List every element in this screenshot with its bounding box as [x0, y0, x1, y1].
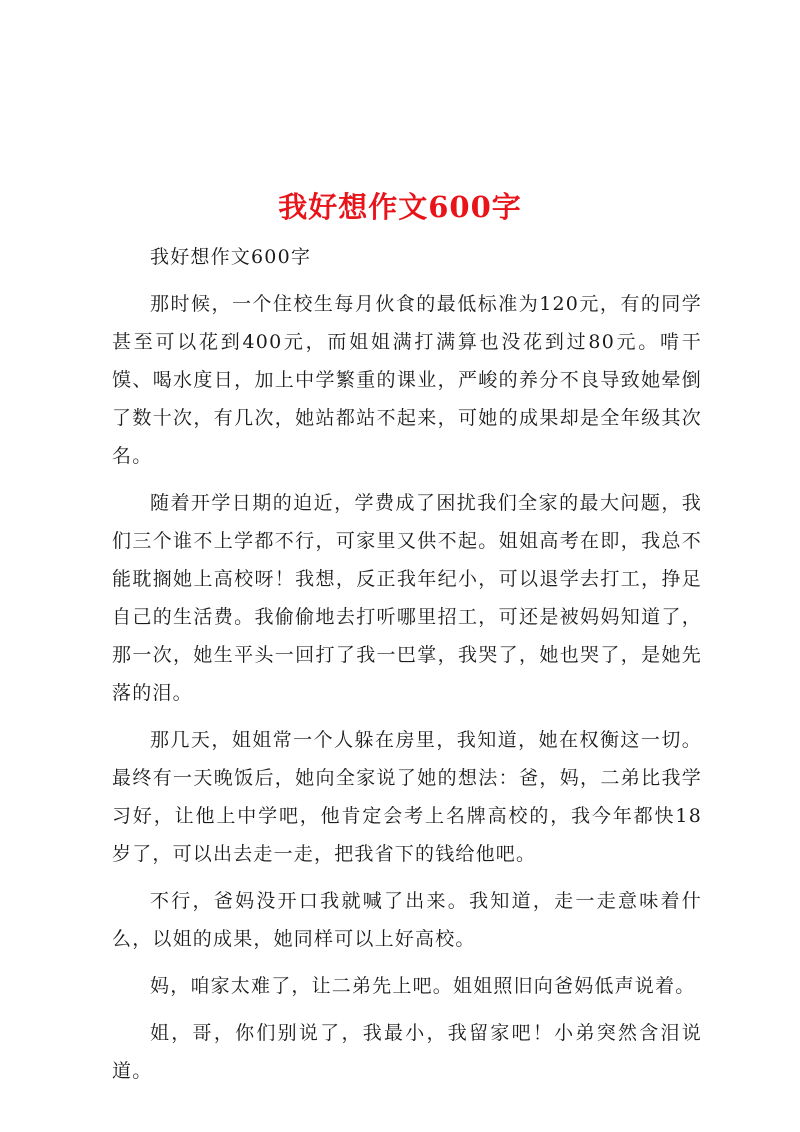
- body-paragraph-4: 不行，爸妈没开口我就喊了出来。我知道，走一走意味着什么，以姐的成果，她同样可以上好高校。: [112, 890, 702, 950]
- body-paragraph-6: 姐，哥，你们别说了，我最小，我留家吧！小弟突然含泪说道。: [112, 1022, 702, 1082]
- subtitle-paragraph: 我好想作文600字: [150, 246, 312, 268]
- body-paragraph-3: 那几天，姐姐常一个人躲在房里，我知道，她在权衡这一切。最终有一天晚饭后，她向全家说了她的想法：爸，妈，二弟比我学习好，让他上中学吧，他肯定会考上名牌高校的，我今年都快18岁了，可以出去走一走，把我省下的钱给他吧。: [112, 729, 702, 865]
- body-paragraph-1: 那时候，一个住校生每月伙食的最低标准为120元，有的同学甚至可以花到400元，而姐姐满打满算也没花到过80元。啃干馍、喝水度日，加上中学繁重的课业，严峻的养分不良导致她晕倒了数十次，有几次，她站都站不起来，可她的成果却是全年级其次名。: [112, 293, 702, 467]
- body-paragraph-2: 随着开学日期的迫近，学费成了困扰我们全家的最大问题，我们三个谁不上学都不行，可家里又供不起。姐姐高考在即，我总不能耽搁她上高校呀！我想，反正我年纪小，可以退学去打工，挣足自己的生活费。我偷偷地去打听哪里招工，可还是被妈妈知道了，那一次，她生平头一回打了我一巴掌，我哭了，她也哭了，是她先落的泪。: [112, 492, 702, 704]
- body-paragraph-5: 妈，咱家太难了，让二弟先上吧。姐姐照旧向爸妈低声说着。: [150, 975, 696, 997]
- document-title: 我好想作文600字: [278, 190, 522, 225]
- document-body: [112, 238, 702, 1099]
